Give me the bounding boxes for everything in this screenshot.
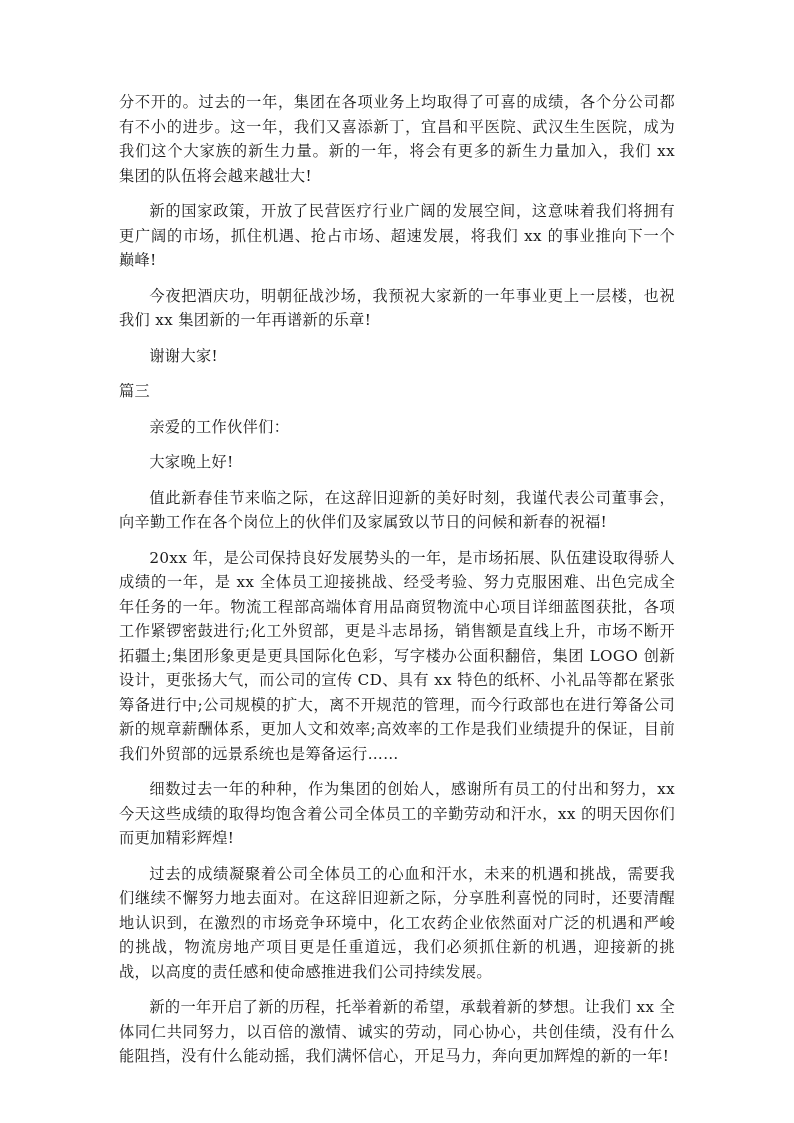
paragraph-salutation: 亲爱的工作伙伴们： <box>149 417 290 436</box>
paragraph-new-year-wishes: 值此新春佳节来临之际，在这辞旧迎新的美好时刻，我谨代表公司董事会，向辛勤工作在各个岗位上的伙伴们及家属致以节日的问候和新春的祝福! <box>119 488 675 531</box>
paragraph-gratitude: 细数过去一年的种种，作为集团的创始人，感谢所有员工的付出和努力，xx 今天这些成绩的取得均饱含着公司全体员工的辛勤劳动和汗水，xx 的明天因你们而更加精彩辉煌! <box>119 780 675 847</box>
paragraph-year-review: 20xx 年，是公司保持良好发展势头的一年，是市场拓展、队伍建设取得骄人成绩的一年，是 xx 全体员工迎接挑战、经受考验、努力克服困难、出色完成全年任务的一年。物流工程部高端体育用品商贸物流中心项目详细蓝图获批，各项工作紧锣密鼓进行;化工外贸部，更是斗志昂扬，销售额是直线上升，市场不断开拓疆土;集团形象更是更具国际化色彩，写字楼办公面积翻倍，集团 LOGO 创新设计，更张扬大气，而公司的宣传 CD、具有 xx 特色的纸杯、小礼品等都在紧张筹备进行中;公司规模的扩大，离不开规范的管理，而今行政部也在进行筹备公司新的规章薪酬体系，更加人文和效率;高效率的工作是我们业绩提升的保证，目前我们外贸部的远景系统也是筹备运行…… <box>119 548 675 763</box>
paragraph-toast: 今夜把酒庆功，明朝征战沙场，我预祝大家新的一年事业更上一层楼，也祝我们 xx 集团新的一年再谱新的乐章! <box>119 286 675 329</box>
paragraph-closing: 新的一年开启了新的历程，托举着新的希望，承载着新的梦想。让我们 xx 全体同仁共同努力，以百倍的激情、诚实的劳动，同心协心，共创佳绩，没有什么能阻挡，没有什么能动摇，我们满怀信心，开足马力，奔向更加辉煌的新的一年! <box>119 998 675 1065</box>
paragraph-challenges: 过去的成绩凝聚着公司全体员工的心血和汗水，未来的机遇和挑战，需要我们继续不懈努力地去面对。在这辞旧迎新之际，分享胜利喜悦的同时，还要清醒地认识到，在激烈的市场竞争环境中，化工农药企业依然面对广泛的机遇和严峻的挑战，物流房地产项目更是任重道远，我们必须抓住新的机遇，迎接新的挑战，以高度的责任感和使命感推进我们公司持续发展。 <box>119 864 675 981</box>
paragraph-thanks: 谢谢大家! <box>149 346 218 365</box>
section-heading: 篇三 <box>119 382 151 400</box>
paragraph-greeting: 大家晚上好! <box>149 453 234 471</box>
document-page <box>119 90 675 1080</box>
paragraph-continuation: 分不开的。过去的一年，集团在各项业务上均取得了可喜的成绩，各个分公司都有不小的进步。这一年，我们又喜添新丁，宜昌和平医院、武汉生生医院，成为我们这个大家族的新生力量。新的一年，将会有更多的新生力量加入，我们 xx 集团的队伍将会越来越壮大! <box>119 93 675 185</box>
paragraph-policy: 新的国家政策，开放了民营医疗行业广阔的发展空间，这意味着我们将拥有更广阔的市场，抓住机遇、抢占市场、超速发展，将我们 xx 的事业推向下一个巅峰! <box>119 202 675 269</box>
